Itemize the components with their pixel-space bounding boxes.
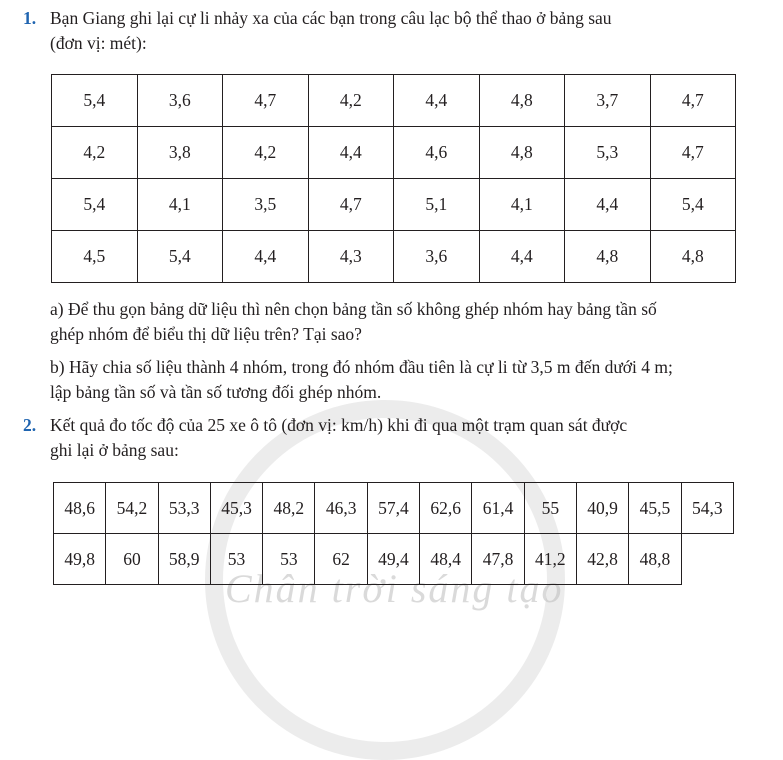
watermark-text: Chân trời sáng tạo	[225, 566, 564, 611]
jump-table-cell: 5,4	[137, 231, 223, 283]
speed-table-cell: 58,9	[158, 534, 210, 585]
jump-table-cell: 4,2	[223, 127, 309, 179]
jump-distance-table	[51, 74, 736, 283]
speed-table-cell: 54,3	[681, 483, 733, 534]
problem-1-line2: (đơn vị: mét):	[50, 33, 147, 53]
jump-table-cell: 5,4	[52, 75, 138, 127]
jump-table-cell: 4,8	[565, 231, 651, 283]
jump-table-row	[52, 127, 736, 179]
car-speed-table	[53, 482, 734, 585]
speed-table-cell: 48,2	[263, 483, 315, 534]
jump-table-cell: 4,4	[565, 179, 651, 231]
speed-table-cell: 49,4	[367, 534, 419, 585]
speed-table-cell: 62	[315, 534, 367, 585]
speed-table-cell: 40,9	[576, 483, 628, 534]
speed-table-cell: 55	[524, 483, 576, 534]
jump-table-cell: 4,4	[308, 127, 394, 179]
speed-table-cell: 53	[210, 534, 262, 585]
jump-table-cell: 4,3	[308, 231, 394, 283]
jump-table-cell: 4,4	[479, 231, 565, 283]
part-b-line2: lập bảng tần số và tần số tương đối ghép nhóm.	[50, 382, 382, 402]
speed-table-cell: 60	[106, 534, 158, 585]
jump-table-row	[52, 231, 736, 283]
jump-table-cell: 4,4	[223, 231, 309, 283]
jump-table-cell: 5,4	[650, 179, 736, 231]
speed-table-row	[54, 534, 734, 585]
part-a-line2: ghép nhóm để biểu thị dữ liệu trên? Tại sao?	[50, 324, 362, 344]
jump-table-cell: 4,4	[394, 75, 480, 127]
speed-table-cell	[681, 534, 733, 585]
speed-table-cell: 49,8	[54, 534, 106, 585]
jump-table-cell: 4,5	[52, 231, 138, 283]
jump-table-cell: 3,6	[394, 231, 480, 283]
speed-table-row	[54, 483, 734, 534]
problem-2-heading	[23, 413, 627, 463]
jump-table-cell: 4,7	[223, 75, 309, 127]
jump-table-cell: 4,8	[479, 75, 565, 127]
jump-table-cell: 3,6	[137, 75, 223, 127]
speed-table-cell: 41,2	[524, 534, 576, 585]
jump-table-cell: 4,7	[650, 75, 736, 127]
jump-table-cell: 4,7	[308, 179, 394, 231]
speed-table-cell: 48,6	[54, 483, 106, 534]
jump-table-cell: 3,8	[137, 127, 223, 179]
jump-table-row	[52, 179, 736, 231]
problem-2-line2: ghi lại ở bảng sau:	[50, 440, 179, 460]
speed-table-cell: 53	[263, 534, 315, 585]
speed-table-cell: 42,8	[576, 534, 628, 585]
jump-table-cell: 5,4	[52, 179, 138, 231]
speed-table-cell: 54,2	[106, 483, 158, 534]
problem-2-line1: Kết quả đo tốc độ của 25 xe ô tô (đơn vị: km/h) khi đi qua một trạm quan sát được	[50, 415, 628, 435]
speed-table-cell: 48,4	[420, 534, 472, 585]
jump-table-cell: 4,1	[479, 179, 565, 231]
problem-1-part-a	[50, 297, 765, 347]
problem-1-part-b	[50, 355, 765, 405]
speed-table-cell: 46,3	[315, 483, 367, 534]
jump-table-cell: 4,2	[308, 75, 394, 127]
speed-table-cell: 62,6	[420, 483, 472, 534]
problem-2-number: 2.	[23, 415, 37, 435]
problem-1-number: 1.	[23, 8, 37, 28]
jump-table-cell: 4,7	[650, 127, 736, 179]
speed-table-cell: 45,3	[210, 483, 262, 534]
jump-table-cell: 4,1	[137, 179, 223, 231]
speed-table-cell: 57,4	[367, 483, 419, 534]
problem-1-heading	[23, 6, 612, 56]
speed-table-cell: 45,5	[629, 483, 681, 534]
jump-table-row	[52, 75, 736, 127]
jump-table-cell: 4,8	[650, 231, 736, 283]
speed-table-cell: 47,8	[472, 534, 524, 585]
jump-table-cell: 3,5	[223, 179, 309, 231]
jump-table-cell: 3,7	[565, 75, 651, 127]
speed-table-cell: 53,3	[158, 483, 210, 534]
part-b-line1: b) Hãy chia số liệu thành 4 nhóm, trong đó nhóm đầu tiên là cự li từ 3,5 m đến dưới 4 m;	[50, 357, 673, 377]
speed-table-cell: 48,8	[629, 534, 681, 585]
jump-table-cell: 4,2	[52, 127, 138, 179]
jump-table-cell: 4,8	[479, 127, 565, 179]
problem-1-line1: Bạn Giang ghi lại cự li nhảy xa của các bạn trong câu lạc bộ thể thao ở bảng sau	[50, 8, 612, 28]
speed-table-cell: 61,4	[472, 483, 524, 534]
jump-table-cell: 5,3	[565, 127, 651, 179]
jump-table-cell: 5,1	[394, 179, 480, 231]
part-a-line1: a) Để thu gọn bảng dữ liệu thì nên chọn bảng tần số không ghép nhóm hay bảng tần số	[50, 299, 657, 319]
jump-table-cell: 4,6	[394, 127, 480, 179]
